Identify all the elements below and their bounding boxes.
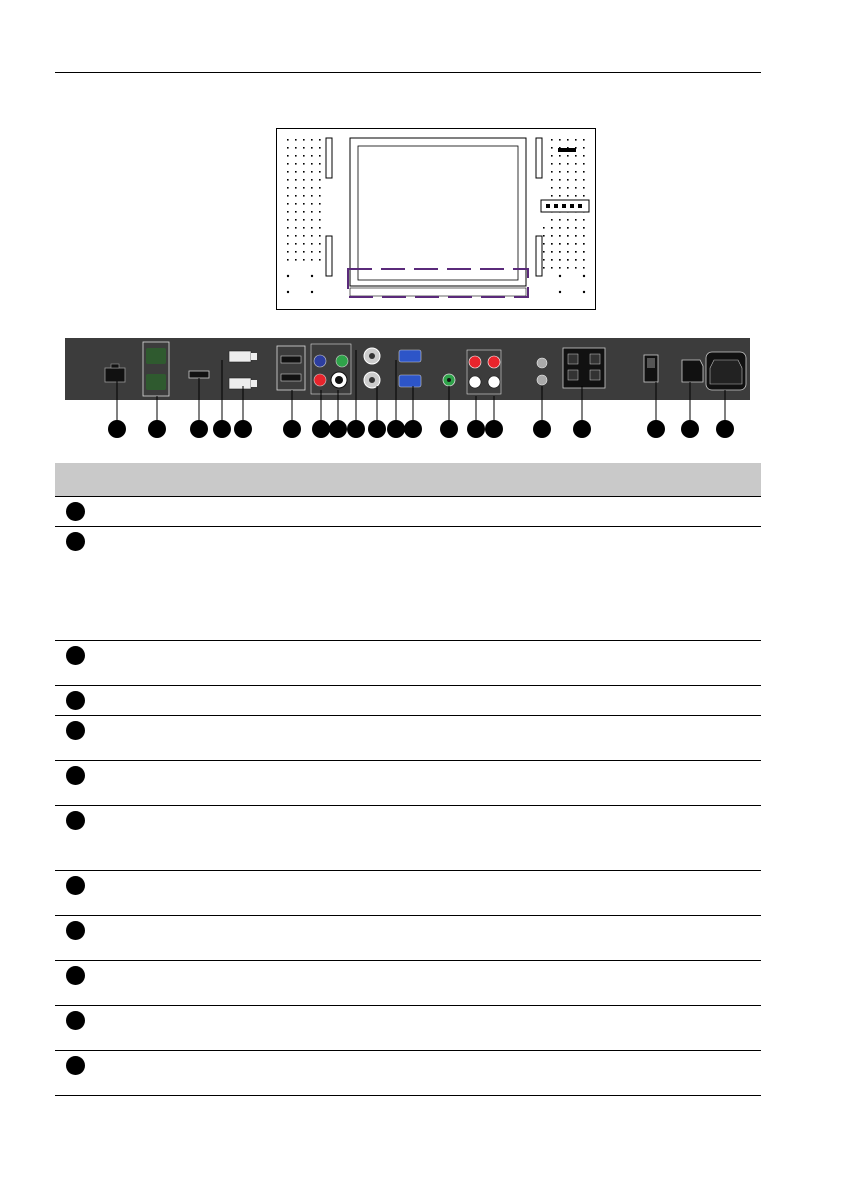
row-marker [66,532,85,551]
callout-marker [404,420,422,438]
row-marker [66,1056,85,1075]
callout-marker [647,420,665,438]
header-rule [55,72,761,73]
row-marker [66,1011,85,1030]
row-marker [66,811,85,830]
row-marker [66,721,85,740]
callout-marker [312,420,330,438]
table-row [55,871,761,916]
table-row [55,641,761,686]
callout-marker [368,420,386,438]
monitor-rear-view [276,128,596,310]
callout-marker [387,420,405,438]
table-row [55,686,761,716]
table-row [55,961,761,1006]
table-row [55,497,761,527]
callout-marker [283,420,301,438]
callout-marker [190,420,208,438]
row-marker [66,966,85,985]
table-row [55,806,761,871]
callout-marker [533,420,551,438]
callout-leaders [0,338,841,438]
callout-marker [681,420,699,438]
row-marker [66,766,85,785]
table-row [55,1006,761,1051]
callout-marker [347,420,365,438]
row-marker [66,691,85,710]
callout-marker [716,420,734,438]
callout-marker [573,420,591,438]
callout-marker [467,420,485,438]
port-description-table [55,463,761,1096]
table-row [55,1051,761,1096]
table-row [55,716,761,761]
table-header [55,463,761,497]
table-row [55,527,761,641]
callout-marker [440,420,458,438]
table-row [55,761,761,806]
row-marker [66,921,85,940]
row-marker [66,876,85,895]
callout-marker [148,420,166,438]
callout-marker [234,420,252,438]
callout-marker [108,420,126,438]
callout-marker [485,420,503,438]
row-marker [66,646,85,665]
callout-marker [213,420,231,438]
table-row [55,916,761,961]
callout-marker [329,420,347,438]
row-marker [66,502,85,521]
